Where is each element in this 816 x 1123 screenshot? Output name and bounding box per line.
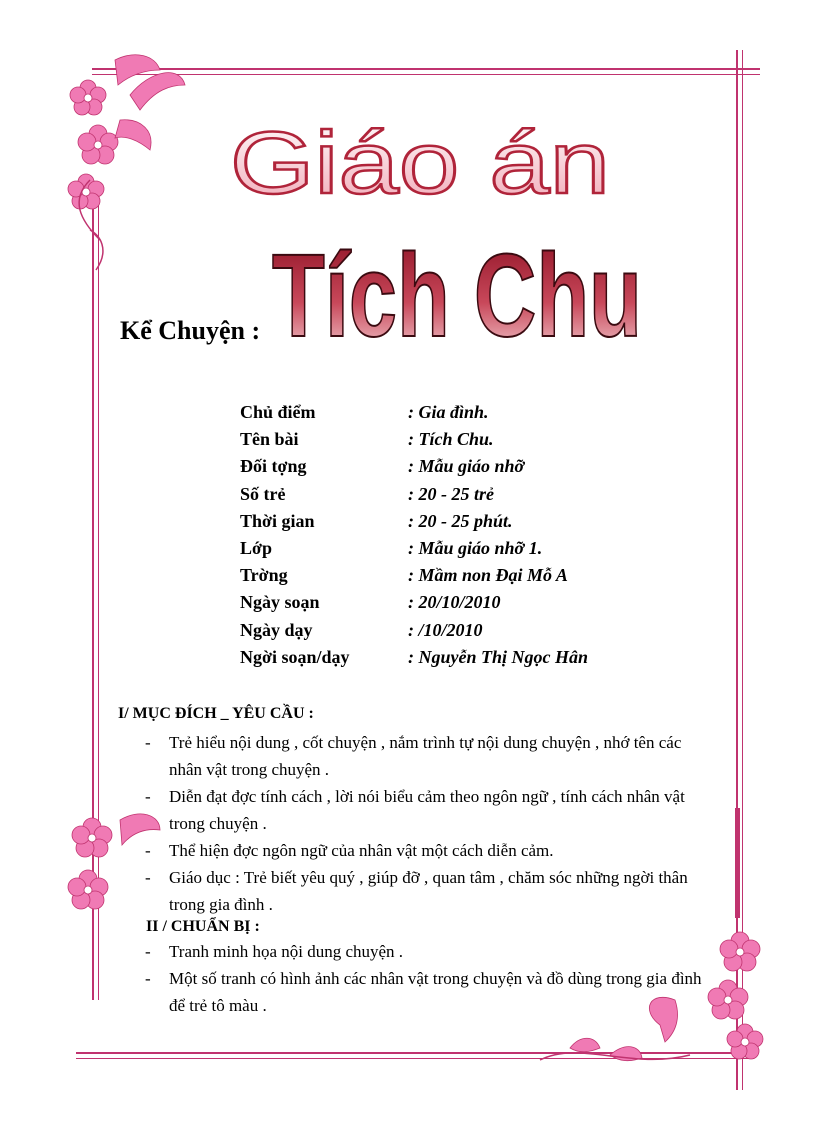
list-dash: - [145, 733, 151, 752]
info-label: Đối tợng [240, 456, 307, 477]
list-item [145, 837, 705, 864]
list-item [145, 864, 705, 918]
info-row [240, 620, 588, 647]
info-value: : Tích Chu. [408, 429, 494, 450]
info-label: Trờng [240, 565, 288, 586]
info-value: : Mẫu giáo nhỡ 1. [408, 537, 543, 558]
list-dash: - [145, 787, 151, 806]
list-dash: - [145, 942, 151, 961]
info-label: Ngời soạn/dạy [240, 646, 350, 667]
info-value: : Gia đình. [408, 402, 489, 422]
info-value: : 20 - 25 phút. [408, 510, 513, 531]
info-row [240, 402, 588, 429]
list-dash: - [145, 868, 151, 887]
info-row [240, 565, 588, 592]
info-label: Tên bài [240, 429, 299, 450]
title-tich-chu [262, 218, 652, 362]
info-row [240, 429, 588, 456]
info-value: : 20/10/2010 [408, 592, 501, 613]
list-item [145, 965, 705, 1019]
list-dash: - [145, 841, 151, 860]
info-label: Chủ điểm [240, 402, 316, 422]
title-giao-an [210, 113, 630, 212]
floral-corner-top-left [60, 40, 190, 280]
list-item [145, 783, 705, 837]
info-value: : 20 - 25 trẻ [408, 483, 494, 504]
title-line2: Tích Chu [272, 230, 642, 362]
list-dash: - [145, 969, 151, 988]
lesson-info-table [240, 402, 588, 674]
list-item [145, 938, 705, 965]
info-label: Lớp [240, 537, 272, 558]
section-heading-preparation: II / CHUẨN BỊ : [146, 918, 260, 935]
list-item-text: Tranh minh họa nội dung chuyện . [169, 942, 404, 961]
list-item-text: Một số tranh có hình ảnh các nhân vật trong chuyện và đồ dùng trong gia đình để trẻ tô màu . [169, 969, 702, 1015]
info-row [240, 456, 588, 483]
info-row [240, 484, 588, 511]
info-value: : /10/2010 [408, 619, 483, 640]
info-label: Thời gian [240, 510, 315, 531]
objectives-list [145, 729, 705, 918]
info-value: : Nguyễn Thị Ngọc Hân [408, 646, 588, 667]
list-item-text: Trẻ hiểu nội dung , cốt chuyện , nắm trình tự nội dung chuyện , nhớ tên các nhân vật trong chuyện . [169, 733, 682, 779]
section-heading-objectives: I/ MỤC ĐÍCH _ YÊU CẦU : [118, 705, 314, 722]
info-label: Ngày soạn [240, 592, 320, 613]
info-row [240, 538, 588, 565]
info-label: Ngày dạy [240, 619, 313, 640]
preparation-list [145, 938, 705, 1019]
list-item [145, 729, 705, 783]
info-row [240, 647, 588, 674]
title-line1: Giáo án [230, 113, 610, 212]
info-value: : Mầm non Đại Mỗ A [408, 565, 568, 586]
list-item-text: Thể hiện đợc ngôn ngữ của nhân vật một cách diễn cảm. [169, 841, 554, 860]
list-item-text: Giáo dục : Trẻ biết yêu quý , giúp đỡ , quan tâm , chăm sóc những ngời thân trong gia đình . [169, 868, 688, 914]
info-value: : Mẫu giáo nhỡ [408, 456, 525, 477]
story-label: Kể Chuyện : [120, 316, 261, 345]
info-row [240, 511, 588, 538]
info-row [240, 592, 588, 619]
list-item-text: Diễn đạt đợc tính cách , lời nói biểu cảm theo ngôn ngữ , tính cách nhân vật trong chuyện . [169, 787, 685, 833]
info-label: Số trẻ [240, 483, 286, 504]
